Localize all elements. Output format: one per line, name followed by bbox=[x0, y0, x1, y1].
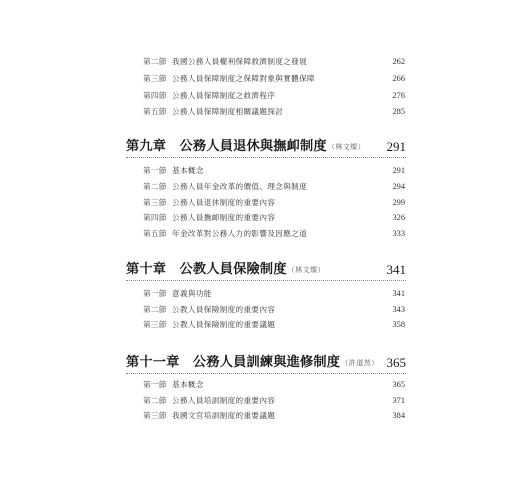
page-number: 358 bbox=[392, 320, 405, 329]
chapter-page-number: 341 bbox=[386, 262, 406, 277]
section-title: 公教人員保險制度的重要議題 bbox=[172, 320, 276, 329]
toc-entry[interactable] bbox=[143, 287, 405, 301]
section-title: 公務人員保障制度之保障對象與實體保障 bbox=[172, 74, 315, 83]
section-title: 公務人員培訓制度的重要內容 bbox=[172, 396, 276, 405]
chapter-author: （林文燦） bbox=[287, 266, 326, 274]
chapter-title: 第十章 公教人員保險制度（林文燦） bbox=[126, 262, 326, 277]
page-number: 333 bbox=[392, 229, 405, 238]
chapter-page-number: 291 bbox=[386, 139, 406, 154]
page-number: 285 bbox=[392, 107, 405, 116]
toc-entry[interactable] bbox=[143, 89, 405, 103]
dotted-rule bbox=[126, 373, 406, 374]
chapter-heading[interactable] bbox=[126, 261, 406, 281]
toc-entry[interactable] bbox=[143, 196, 405, 210]
section-number: 第五節 bbox=[143, 107, 167, 116]
section-number: 第三節 bbox=[143, 320, 167, 329]
section-number: 第二節 bbox=[143, 305, 167, 314]
page-number: 294 bbox=[392, 182, 405, 191]
chapter-title: 第九章 公務人員退休與撫卹制度（林文燦） bbox=[126, 139, 366, 154]
section-number: 第二節 bbox=[143, 396, 167, 405]
section-title: 我國文官培訓制度的重要議題 bbox=[172, 411, 276, 420]
page-number: 266 bbox=[392, 74, 405, 83]
toc-entry[interactable] bbox=[143, 378, 405, 392]
section-number: 第四節 bbox=[143, 91, 167, 100]
toc-entry[interactable] bbox=[143, 318, 405, 332]
page-number: 341 bbox=[392, 289, 405, 298]
toc-entry[interactable] bbox=[143, 105, 405, 119]
section-title: 意義與功能 bbox=[172, 289, 212, 298]
section-number: 第四節 bbox=[143, 213, 167, 222]
section-number: 第一節 bbox=[143, 166, 167, 175]
section-title: 公務人員保障制度之救濟程序 bbox=[172, 91, 276, 100]
section-title: 公務人員年金改革的價值、理念與制度 bbox=[172, 182, 308, 191]
section-title: 基本概念 bbox=[172, 380, 204, 389]
section-number: 第一節 bbox=[143, 289, 167, 298]
page-number: 276 bbox=[392, 91, 405, 100]
toc-entry[interactable] bbox=[143, 164, 405, 178]
page-number: 371 bbox=[392, 396, 405, 405]
toc-entry[interactable] bbox=[143, 409, 405, 423]
section-number: 第一節 bbox=[143, 380, 167, 389]
section-number: 第五節 bbox=[143, 229, 167, 238]
section-title: 公務人員退休制度的重要內容 bbox=[172, 198, 276, 207]
dotted-rule bbox=[126, 280, 406, 281]
chapter-heading[interactable] bbox=[126, 354, 406, 374]
chapter-author: （林文燦） bbox=[327, 143, 366, 151]
section-number: 第二節 bbox=[143, 182, 167, 191]
page-number: 326 bbox=[392, 213, 405, 222]
section-title: 我國公務人員權利保障救濟制度之發展 bbox=[172, 57, 308, 66]
section-title: 公務人員保障制度相關議題探討 bbox=[172, 107, 284, 116]
page-number: 299 bbox=[392, 198, 405, 207]
section-title: 年金改革對公務人力的影響及因應之道 bbox=[172, 229, 308, 238]
section-number: 第二節 bbox=[143, 57, 167, 66]
toc-entry[interactable] bbox=[143, 180, 405, 194]
page-number: 262 bbox=[392, 57, 405, 66]
toc-entry[interactable] bbox=[143, 394, 405, 408]
section-number: 第三節 bbox=[143, 411, 167, 420]
toc-entry[interactable] bbox=[143, 303, 405, 317]
page-number: 365 bbox=[392, 380, 405, 389]
section-number: 第三節 bbox=[143, 74, 167, 83]
section-title: 公教人員保險制度的重要內容 bbox=[172, 305, 276, 314]
section-title: 基本概念 bbox=[172, 166, 204, 175]
section-title: 公務人員撫卹制度的重要內容 bbox=[172, 213, 276, 222]
toc-entry[interactable] bbox=[143, 55, 405, 69]
toc-entry[interactable] bbox=[143, 227, 405, 241]
chapter-heading[interactable] bbox=[126, 138, 406, 158]
chapter-title: 第十一章 公務人員訓練與進修制度（許道然） bbox=[126, 355, 379, 370]
section-number: 第三節 bbox=[143, 198, 167, 207]
chapter-page-number: 365 bbox=[386, 355, 406, 370]
page-number: 291 bbox=[392, 166, 405, 175]
toc-entry[interactable] bbox=[143, 211, 405, 225]
chapter-author: （許道然） bbox=[341, 359, 379, 367]
dotted-rule bbox=[126, 157, 406, 158]
toc-entry[interactable] bbox=[143, 72, 405, 86]
page-number: 384 bbox=[392, 411, 405, 420]
page-number: 343 bbox=[392, 305, 405, 314]
